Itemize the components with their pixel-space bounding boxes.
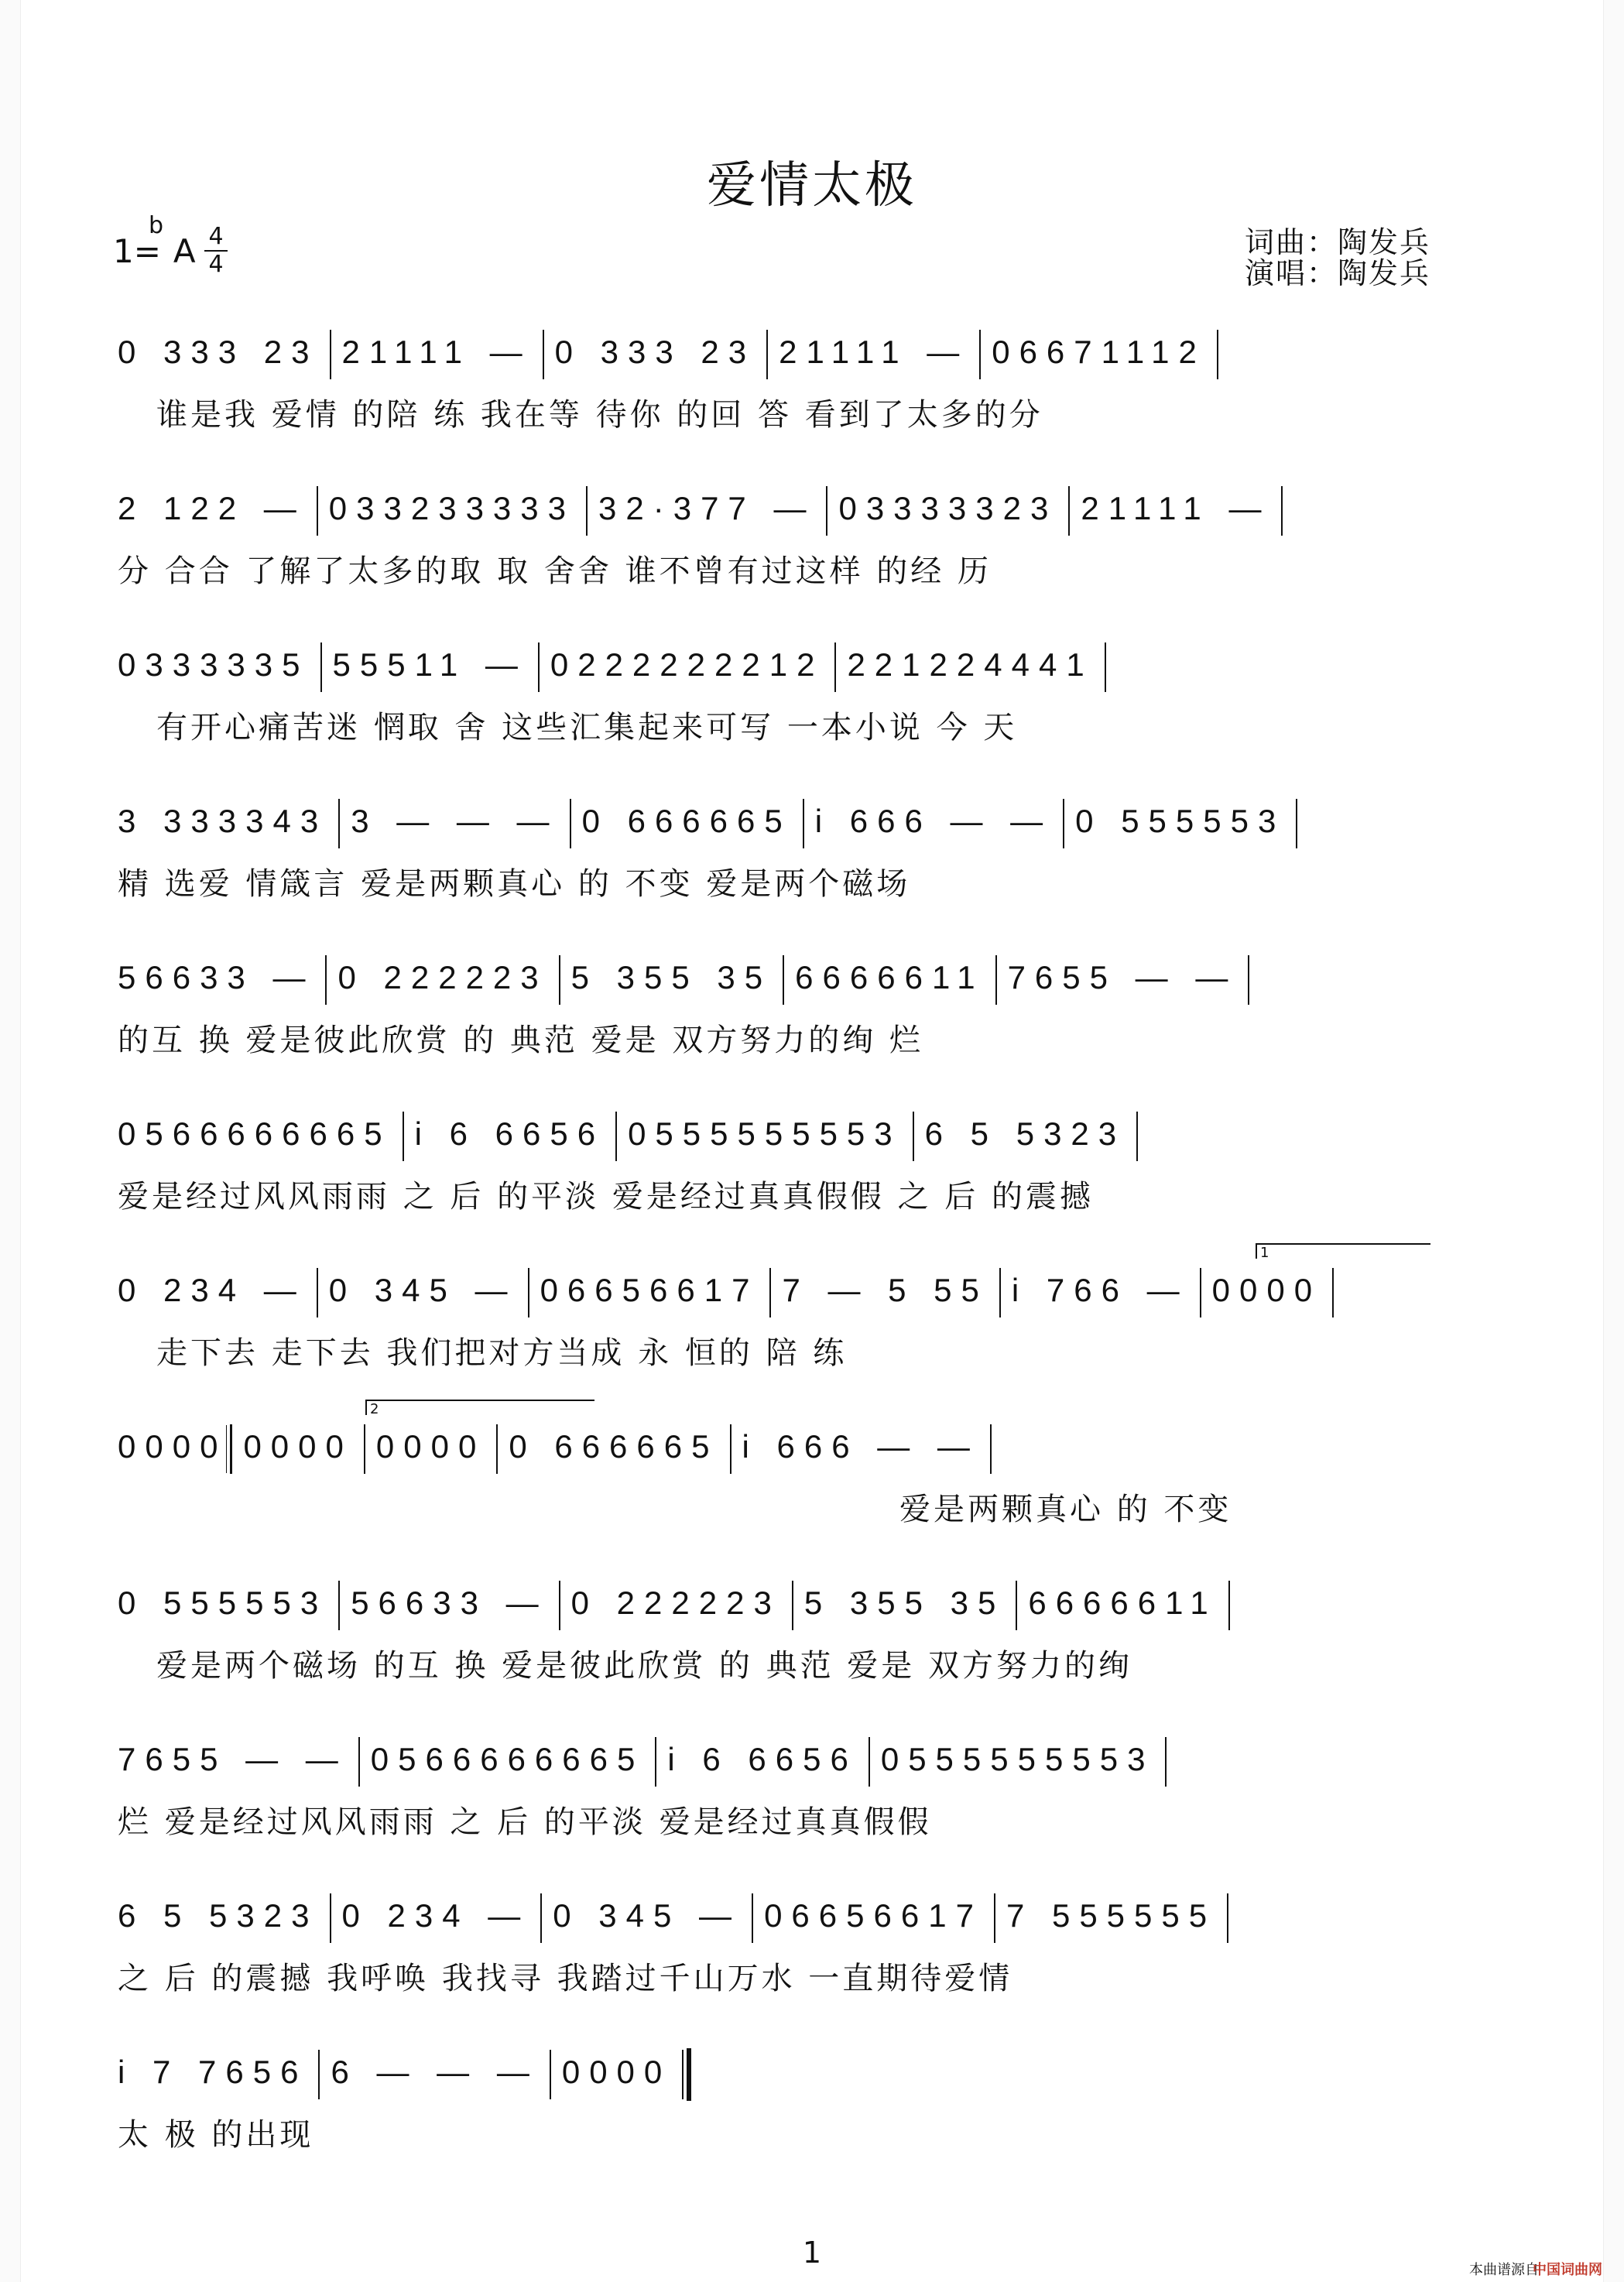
barline [318,2050,320,2099]
score-system [118,935,1427,1091]
barline [1063,799,1064,848]
measure: i 7 7656 [118,2054,308,2091]
barline [826,486,827,536]
measure: 0 333 23 [118,334,319,371]
measure: 7 — 5 55 [782,1272,988,1309]
final-barline [682,2050,684,2099]
measure: 7655 — — [1007,959,1238,996]
measure: 3 — — — [351,803,559,840]
measure: 06656617 [764,1897,983,1934]
barline [994,1893,995,1943]
lyrics-line: 分 合合 了解了太多的取 取 舍舍 谁不曾有过这样 的经 历 [118,553,992,589]
barline [783,955,784,1005]
measure: i 666 — — [814,803,1053,840]
second-ending-bracket: 2 [365,1400,594,1415]
barline [834,642,836,692]
measure: 6666611 [795,959,985,996]
measure: 0 234 — [341,1897,530,1934]
measure: 2 122 — [118,490,306,527]
source-label: 本曲谱源自 [1469,2262,1539,2278]
measure: 0 333 23 [554,334,756,371]
score-system [118,1873,1427,2030]
measure: i 6 6656 [667,1741,858,1778]
measure: 6 — — — [331,2054,539,2091]
barline [403,1112,404,1161]
measure: 56633 — [351,1585,548,1622]
barline [550,2050,551,2099]
measure: 0 345 — [553,1897,742,1934]
measure: 0566666665 [370,1741,645,1778]
measure: 0000 [375,1428,486,1465]
flat-sign: b [149,212,164,239]
score-system [118,310,1427,466]
measure: 0 666665 [509,1428,719,1465]
barline [803,799,804,848]
key-signature [113,212,224,278]
measure: 0 222223 [337,959,548,996]
barline [1248,955,1249,1005]
lyrics-line: 走下去 走下去 我们把对方当成 永 恒的 陪 练 [156,1335,848,1371]
notation-line [118,486,1427,537]
notation-line [118,1581,1427,1632]
barline [1227,1893,1228,1943]
notation-line [118,1737,1427,1788]
measure: 6 5 5323 [924,1115,1126,1153]
measure: 32·377 — [598,490,816,527]
barline [1136,1112,1138,1161]
notation-line [118,955,1427,1006]
barline [792,1581,793,1630]
barline [559,955,560,1005]
measure: 5 355 35 [570,959,773,996]
barline [320,642,322,692]
score-system [118,622,1427,779]
measure: i 6 6656 [414,1115,605,1153]
measure: 0000 [118,1428,228,1465]
barline [538,642,540,692]
measure: 7 555555 [1006,1897,1217,1934]
measure: 3 333343 [118,803,328,840]
barline [317,486,318,536]
notation-line [118,330,1427,381]
barline [730,1424,731,1474]
barline [358,1737,360,1787]
barline [869,1737,870,1787]
barline [570,799,571,848]
barline [543,330,544,379]
barline [1165,1737,1167,1787]
lyrics-line: 之 后 的震撼 我呼唤 我找寻 我踏过千山万水 一直期待爱情 [118,1961,1013,1996]
notation-line [118,1424,1427,1475]
score-system [118,779,1427,935]
barline [995,955,997,1005]
lyrics-line: 的互 换 爱是彼此欣赏 的 典范 爱是 双方努力的绚 烂 [118,1023,924,1058]
time-signature [204,224,228,277]
barline [338,799,340,848]
song-title: 爱情太极 [707,157,917,214]
measure: 0 555553 [118,1585,328,1622]
lyrics-line: 爱是两个磁场 的互 换 爱是彼此欣赏 的 典范 爱是 双方努力的绚 [156,1648,1133,1684]
score-system [118,1245,1427,1404]
barline [317,1268,318,1317]
lyrics-line: 谁是我 爱情 的陪 练 我在等 待你 的回 答 看到了太多的分 [156,397,1043,433]
barline [1228,1581,1230,1630]
barline [999,1268,1001,1317]
time-denominator: 4 [208,251,224,278]
measure: 0 555553 [1075,803,1286,840]
measure: 06671112 [992,334,1206,371]
barline [338,1581,340,1630]
measure: 6666611 [1028,1585,1218,1622]
measure: 56633 — [118,959,315,996]
measure: i 666 — — [742,1428,979,1465]
barline [330,330,331,379]
measure: 0 234 — [118,1272,306,1309]
barline [769,1268,771,1317]
page-number: 1 [802,2236,822,2270]
notation-line [118,2050,1427,2101]
barline [586,486,588,536]
measure: 21111 — [1081,490,1271,527]
score-system [118,1091,1427,1248]
notation-line [118,799,1427,850]
barline [1068,486,1070,536]
lyrics-line: 爱是两颗真心 的 不变 [899,1492,1232,1527]
lyricist-composer-credit: 词曲：陶发兵 [1244,225,1430,259]
barline [1016,1581,1017,1630]
measure: 21111 — [341,334,532,371]
measure: 6 5 5323 [118,1897,319,1934]
barline [1217,330,1218,379]
barline [766,330,768,379]
measure: 0 666665 [581,803,792,840]
lyrics-line: 烂 爱是经过风风雨雨 之 后 的平淡 爱是经过真真假假 [118,1804,932,1840]
score-system [118,1401,1427,1561]
measure: i 766 — [1011,1272,1189,1309]
score-system [118,1717,1427,1873]
measure: 0333335 [118,646,310,684]
barline [615,1112,617,1161]
barline [1296,799,1297,848]
notation-line [118,1893,1427,1944]
repeat-barline [230,1424,232,1474]
notation-line [118,642,1427,694]
left-margin-strip [0,0,21,2282]
barline [913,1112,914,1161]
measure: 0000 [561,2054,672,2091]
barline [1200,1268,1201,1317]
barline [325,955,327,1005]
measure: 033233333 [328,490,576,527]
measure: 0000 [243,1428,353,1465]
barline [364,1424,365,1474]
singer-credit: 演唱：陶发兵 [1244,256,1430,290]
measure: 21111 — [779,334,969,371]
score-system [118,1561,1427,1717]
first-ending-bracket: 1 [1256,1243,1430,1259]
time-numerator: 4 [208,223,224,250]
measure: 0555555553 [880,1741,1155,1778]
barline [540,1893,542,1943]
barline [1332,1268,1334,1317]
measure: 0566666665 [118,1115,392,1153]
measure: 0 222223 [570,1585,781,1622]
barline [528,1268,529,1317]
barline [1281,486,1283,536]
score-system [118,466,1427,622]
barline [330,1893,331,1943]
key-name: A [173,232,196,270]
lyrics-line: 精 选爱 情箴言 爱是两颗真心 的 不变 爱是两个磁场 [118,866,911,902]
lyrics-line: 太 极 的出现 [118,2117,314,2153]
barline [655,1737,656,1787]
measure: 0222222212 [550,646,824,684]
measure: 55511 — [332,646,527,684]
measure: 03333323 [838,490,1058,527]
barline [979,330,981,379]
score-system [118,2030,1427,2186]
notation-line [118,1112,1427,1163]
notation-line [118,1268,1427,1319]
barline [990,1424,992,1474]
measure: 0 345 — [328,1272,517,1309]
barline [1105,642,1106,692]
key-prefix: 1= [113,232,161,270]
right-margin-strip [1603,0,1624,2282]
measure: 7655 — — [118,1741,348,1778]
measure: 06656617 [540,1272,759,1309]
score [118,310,1427,2186]
measure: 221224441 [847,646,1094,684]
barline [496,1424,498,1474]
barline [559,1581,560,1630]
measure: 0000 [1211,1272,1322,1309]
lyrics-line: 有开心痛苦迷 惘取 舍 这些汇集起来可写 一本小说 今 天 [156,710,1018,745]
lyrics-line: 爱是经过风风雨雨 之 后 的平淡 爱是经过真真假假 之 后 的震撼 [118,1179,1095,1215]
measure: 0555555553 [628,1115,902,1153]
measure: 5 355 35 [803,1585,1006,1622]
source-site: 中国词曲网 [1533,2262,1602,2278]
barline [752,1893,753,1943]
